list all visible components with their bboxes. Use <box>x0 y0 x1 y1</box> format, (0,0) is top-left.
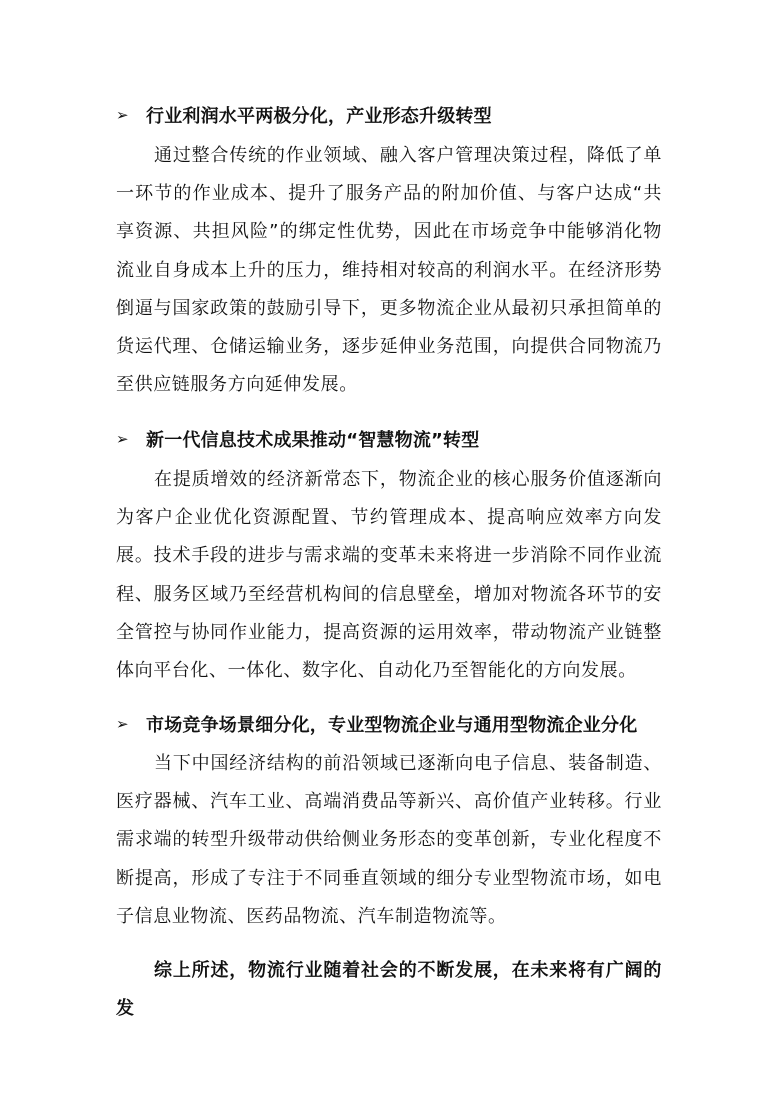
conclusion-paragraph: 综上所述，物流行业随着社会的不断发展，在未来将有广阔的发 <box>116 960 662 1020</box>
section-heading-2 <box>116 421 676 457</box>
section-heading-1 <box>116 97 676 133</box>
section-heading-text: 行业利润水平两极分化，产业形态升级转型 <box>146 106 492 127</box>
arrow-bullet-icon: ➢ <box>116 430 129 448</box>
section-paragraph-2: 在提质增效的经济新常态下，物流企业的核心服务价值逐渐向为客户企业优化资源配置、节约管理成本、提高响应效率方向发展。技术手段的进步与需求端的变革未来将进一步消除不同作业流程、服务区域乃至经营机构间的信息壁垒，增加对物流各环节的安全管控与协同作业能力，提高资源的运用效率，带动物流产业链整体向平台化、一体化、数字化、自动化乃至智能化的方向发展。 <box>116 469 662 682</box>
section-heading-text: 新一代信息技术成果推动“智慧物流”转型 <box>146 430 480 451</box>
section-heading-3 <box>116 706 676 742</box>
arrow-bullet-icon: ➢ <box>116 715 129 733</box>
section-paragraph-1: 通过整合传统的作业领域、融入客户管理决策过程，降低了单一环节的作业成本、提升了服务产品的附加价值、与客户达成“共享资源、共担风险”的绑定性优势，因此在市场竞争中能够消化物流业自身成本上升的压力，维持相对较高的利润水平。在经济形势倒逼与国家政策的鼓励引导下，更多物流企业从最初只承担简单的货运代理、仓储运输业务，逐步延伸业务范围，向提供合同物流乃至供应链服务方向延伸发展。 <box>116 145 662 396</box>
arrow-bullet-icon: ➢ <box>116 106 129 124</box>
section-paragraph-3: 当下中国经济结构的前沿领域已逐渐向电子信息、装备制造、医疗器械、汽车工业、高端消费品等新兴、高价值产业转移。行业需求端的转型升级带动供给侧业务形态的变革创新，专业化程度不断提高，形成了专注于不同垂直领域的细分专业型物流市场，如电子信息业物流、医药品物流、汽车制造物流等。 <box>116 753 662 927</box>
section-heading-text: 市场竞争场景细分化，专业型物流企业与通用型物流企业分化 <box>146 715 638 736</box>
